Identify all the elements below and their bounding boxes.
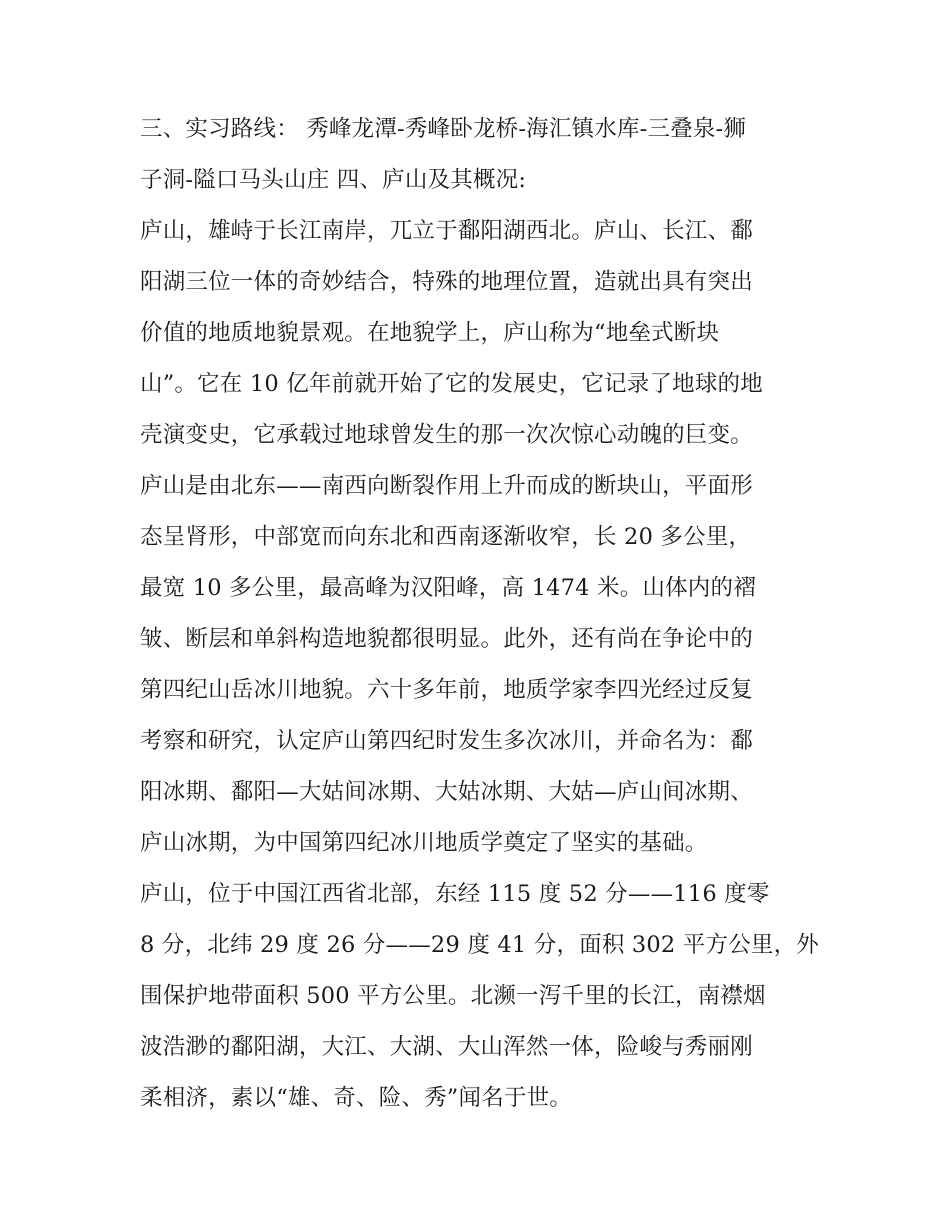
text-line: 山”。它在 10 亿年前就开始了它的发展史，它记录了地球的地 <box>140 371 763 397</box>
text-line: 柔相济，素以“雄、奇、险、秀”闻名于世。 <box>140 1085 573 1111</box>
text-line: 庐山，雄峙于长江南岸，兀立于鄱阳湖西北。庐山、长江、鄱 <box>140 218 753 244</box>
text-line: 子洞-隘口马头山庄 四、庐山及其概况: <box>140 167 527 193</box>
text-line: 8 分，北纬 29 度 26 分——29 度 41 分，面积 302 平方公里，外 <box>140 932 820 958</box>
text-line: 考察和研究，认定庐山第四纪时发生多次冰川，并命名为：鄱 <box>140 728 753 754</box>
text-line: 庐山，位于中国江西省北部，东经 115 度 52 分——116 度零 <box>140 881 770 907</box>
document-body <box>140 104 820 1124</box>
text-line: 阳湖三位一体的奇妙结合，特殊的地理位置，造就出具有突出 <box>140 269 753 295</box>
text-line: 第四纪山岳冰川地貌。六十多年前，地质学家李四光经过反复 <box>140 677 753 703</box>
text-line: 最宽 10 多公里，最高峰为汉阳峰，高 1474 米。山体内的褶 <box>140 575 756 601</box>
text-line: 壳演变史，它承载过地球曾发生的那一次次惊心动魄的巨变。 <box>140 422 753 448</box>
text-line: 庐山是由北东——南西向断裂作用上升而成的断块山，平面形 <box>140 473 753 499</box>
text-line: 态呈肾形，中部宽而向东北和西南逐渐收窄，长 20 多公里， <box>140 524 752 550</box>
text-line: 围保护地带面积 500 平方公里。北濒一泻千里的长江，南襟烟 <box>140 983 766 1009</box>
text-line: 庐山冰期，为中国第四纪冰川地质学奠定了坚实的基础。 <box>140 830 708 856</box>
text-line: 波浩渺的鄱阳湖，大江、大湖、大山浑然一体，险峻与秀丽刚 <box>140 1034 753 1060</box>
text-line: 皱、断层和单斜构造地貌都很明显。此外，还有尚在争论中的 <box>140 626 753 652</box>
text-line: 三、实习路线： 秀峰龙潭-秀峰卧龙桥-海汇镇水库-三叠泉-狮 <box>140 116 747 142</box>
text-line: 阳冰期、鄱阳—大姑间冰期、大姑冰期、大姑—庐山间冰期、 <box>140 779 753 805</box>
text-line: 价值的地质地貌景观。在地貌学上，庐山称为“地垒式断块 <box>140 320 720 346</box>
